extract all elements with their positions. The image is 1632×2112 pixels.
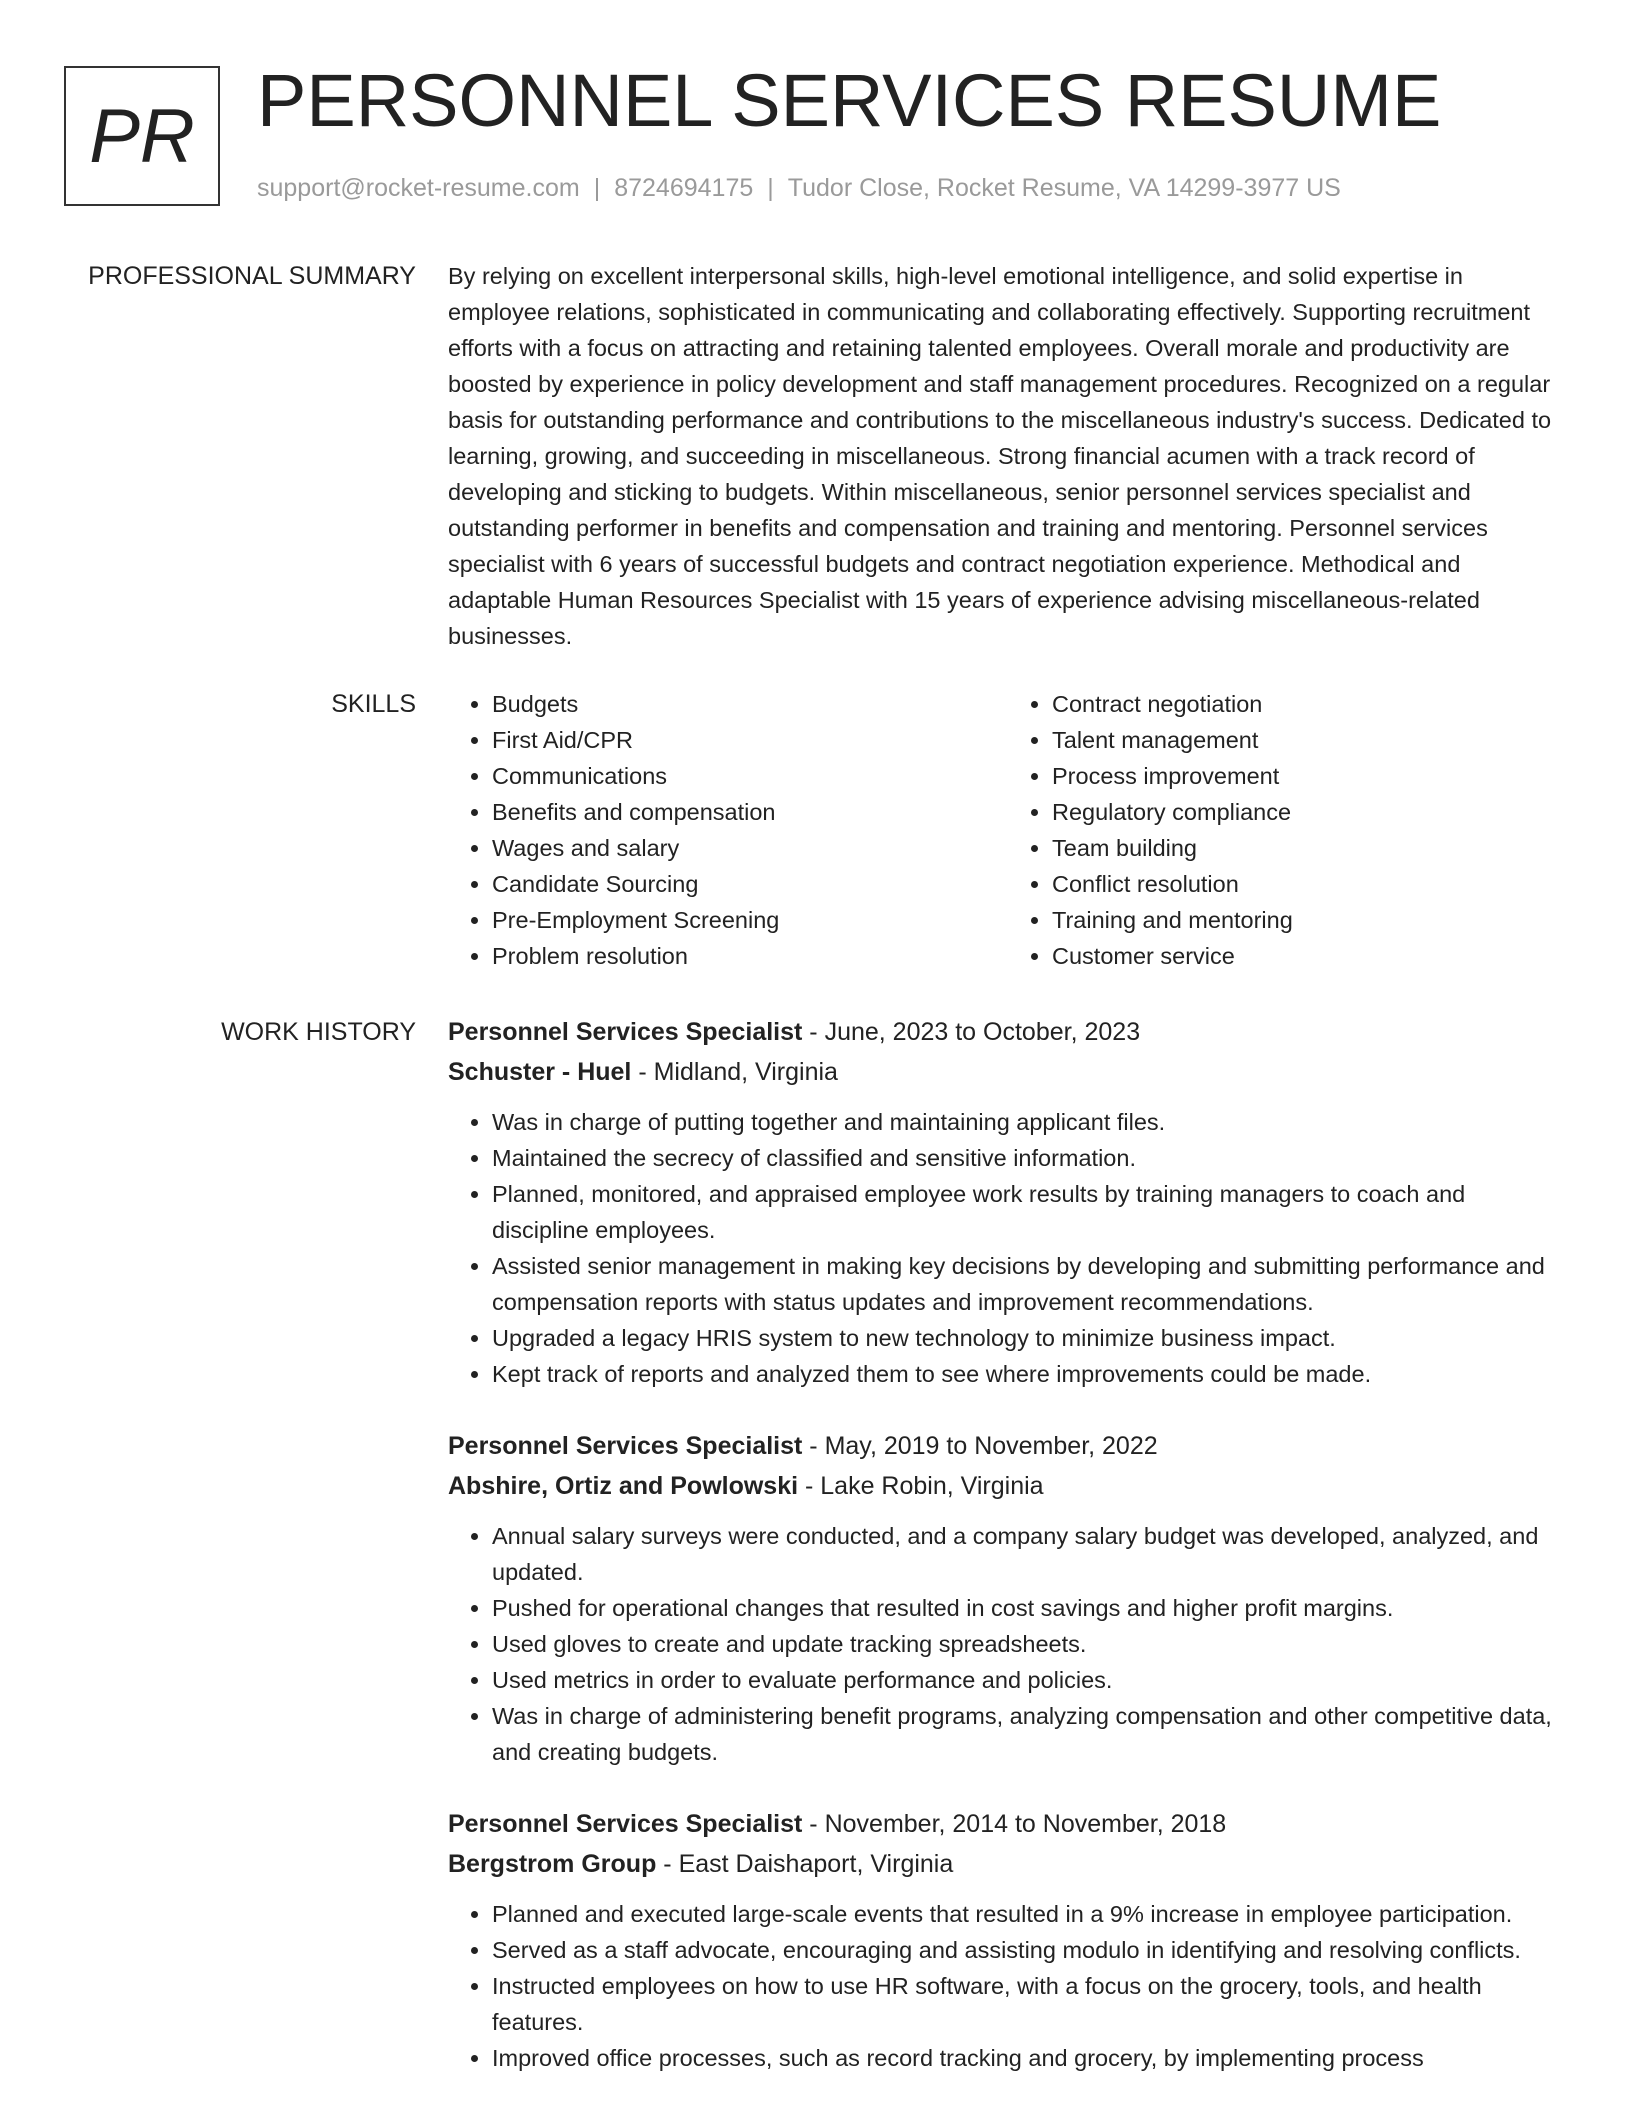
contact-separator: | (593, 174, 601, 202)
skill-item: • Wages and salary (492, 830, 1008, 866)
work-history-heading: WORK HISTORY (221, 1018, 416, 1046)
page-title: PERSONNEL SERVICES RESUME (257, 59, 1442, 142)
skills-columns (448, 686, 1568, 974)
job-dates: - June, 2023 to October, 2023 (802, 1018, 1141, 1046)
job-bullet: • Instructed employees on how to use HR software, with a focus on the grocery, tools, and health features. (492, 1968, 1568, 2040)
job-bullet: • Improved office processes, such as record tracking and grocery, by implementing process (492, 2040, 1568, 2076)
job-company-line (448, 1052, 1568, 1092)
skill-item: • Customer service (1052, 938, 1568, 974)
skills-body (448, 686, 1568, 974)
skill-item: • Pre-Employment Screening (492, 902, 1008, 938)
job-bullet: • Planned, monitored, and appraised employee work results by training managers to coach and discipline employees. (492, 1176, 1568, 1248)
job-bullet: • Upgraded a legacy HRIS system to new technology to minimize business impact. (492, 1320, 1568, 1356)
skill-item: • Conflict resolution (1052, 866, 1568, 902)
email-text: support@rocket-resume.com (257, 174, 580, 202)
job-bullet: • Served as a staff advocate, encouraging and assisting modulo in identifying and resolving conflicts. (492, 1932, 1568, 1968)
job-bullet: • Used gloves to create and update tracking spreadsheets. (492, 1626, 1568, 1662)
job-bullet: • Pushed for operational changes that resulted in cost savings and higher profit margins. (492, 1590, 1568, 1626)
job-title-line (448, 1012, 1568, 1052)
job-bullet: • Assisted senior management in making key decisions by developing and submitting performance and compensation reports with status updates and improvement recommendations. (492, 1248, 1568, 1320)
job-entry (448, 1012, 1568, 1392)
job-bullets (448, 1104, 1568, 1392)
job-dates: - November, 2014 to November, 2018 (802, 1810, 1227, 1838)
job-bullets (448, 1896, 1568, 2076)
job-title: Personnel Services Specialist (448, 1018, 803, 1046)
phone-text: 8724694175 (614, 174, 754, 202)
job-company: Bergstrom Group (448, 1850, 657, 1878)
job-entry (448, 1804, 1568, 2076)
job-location: - Lake Robin, Virginia (798, 1472, 1044, 1500)
contact-separator: | (767, 174, 774, 202)
job-company-line (448, 1466, 1568, 1506)
skill-item: • Communications (492, 758, 1008, 794)
skill-item: • First Aid/CPR (492, 722, 1008, 758)
skill-item: • Contract negotiation (1052, 686, 1568, 722)
skill-item: • Problem resolution (492, 938, 1008, 974)
summary-text: By relying on excellent interpersonal skills, high-level emotional intelligence, and solid expertise in employee relations, sophisticated in communicating and collaborating effectively. Supporting recruitment efforts with a focus on attracting and retaining talented employees. Overall morale and productivity are boosted by experience in policy development and staff management procedures. Recognized on a regular basis for outstanding performance and contributions to the miscellaneous industry's success. Dedicated to learning, growing, and succeeding in miscellaneous. Strong financial acumen with a track record of developing and sticking to budgets. Within miscellaneous, senior personnel services specialist and outstanding performer in benefits and compensation and training and mentoring. Personnel services specialist with 6 years of successful budgets and contract negotiation experience. Methodical and adaptable Human Resources Specialist with 15 years of experience advising miscellaneous-related businesses. (448, 263, 1552, 649)
skill-item: • Benefits and compensation (492, 794, 1008, 830)
skill-item: • Budgets (492, 686, 1008, 722)
job-bullets (448, 1518, 1568, 1770)
skills-list-left (448, 686, 1008, 974)
job-bullet: • Planned and executed large-scale events that resulted in a 9% increase in employee participation. (492, 1896, 1568, 1932)
skill-item: • Team building (1052, 830, 1568, 866)
job-title: Personnel Services Specialist (448, 1810, 803, 1838)
job-bullet: • Was in charge of putting together and maintaining applicant files. (492, 1104, 1568, 1140)
monogram-badge: PR (64, 66, 220, 206)
skill-item: • Regulatory compliance (1052, 794, 1568, 830)
skill-item: • Process improvement (1052, 758, 1568, 794)
address-text: Tudor Close, Rocket Resume, VA 14299-3977 US (787, 174, 1341, 202)
skill-item: • Candidate Sourcing (492, 866, 1008, 902)
job-entry (448, 1426, 1568, 1770)
job-bullet: • Maintained the secrecy of classified and sensitive information. (492, 1140, 1568, 1176)
job-bullet: • Kept track of reports and analyzed them to see where improvements could be made. (492, 1356, 1568, 1392)
skills-heading: SKILLS (331, 690, 416, 718)
contact-line (257, 174, 1341, 203)
job-company-line (448, 1844, 1568, 1884)
summary-body (448, 258, 1568, 654)
job-bullet: • Annual salary surveys were conducted, and a company salary budget was developed, analyzed, and updated. (492, 1518, 1568, 1590)
job-title-line (448, 1804, 1568, 1844)
job-title-line (448, 1426, 1568, 1466)
summary-heading: PROFESSIONAL SUMMARY (88, 262, 416, 290)
skills-list-right (1008, 686, 1568, 974)
skill-item: • Talent management (1052, 722, 1568, 758)
job-company: Abshire, Ortiz and Powlowski (448, 1472, 799, 1500)
job-bullet: • Was in charge of administering benefit programs, analyzing compensation and other competitive data, and creating budgets. (492, 1698, 1568, 1770)
job-location: - East Daishaport, Virginia (656, 1850, 954, 1878)
skill-item: • Training and mentoring (1052, 902, 1568, 938)
job-bullet: • Used metrics in order to evaluate performance and policies. (492, 1662, 1568, 1698)
job-dates: - May, 2019 to November, 2022 (802, 1432, 1158, 1460)
job-title: Personnel Services Specialist (448, 1432, 803, 1460)
job-company: Schuster - Huel (448, 1058, 632, 1086)
job-location: - Midland, Virginia (631, 1058, 838, 1086)
work-history-body (448, 1012, 1568, 2110)
